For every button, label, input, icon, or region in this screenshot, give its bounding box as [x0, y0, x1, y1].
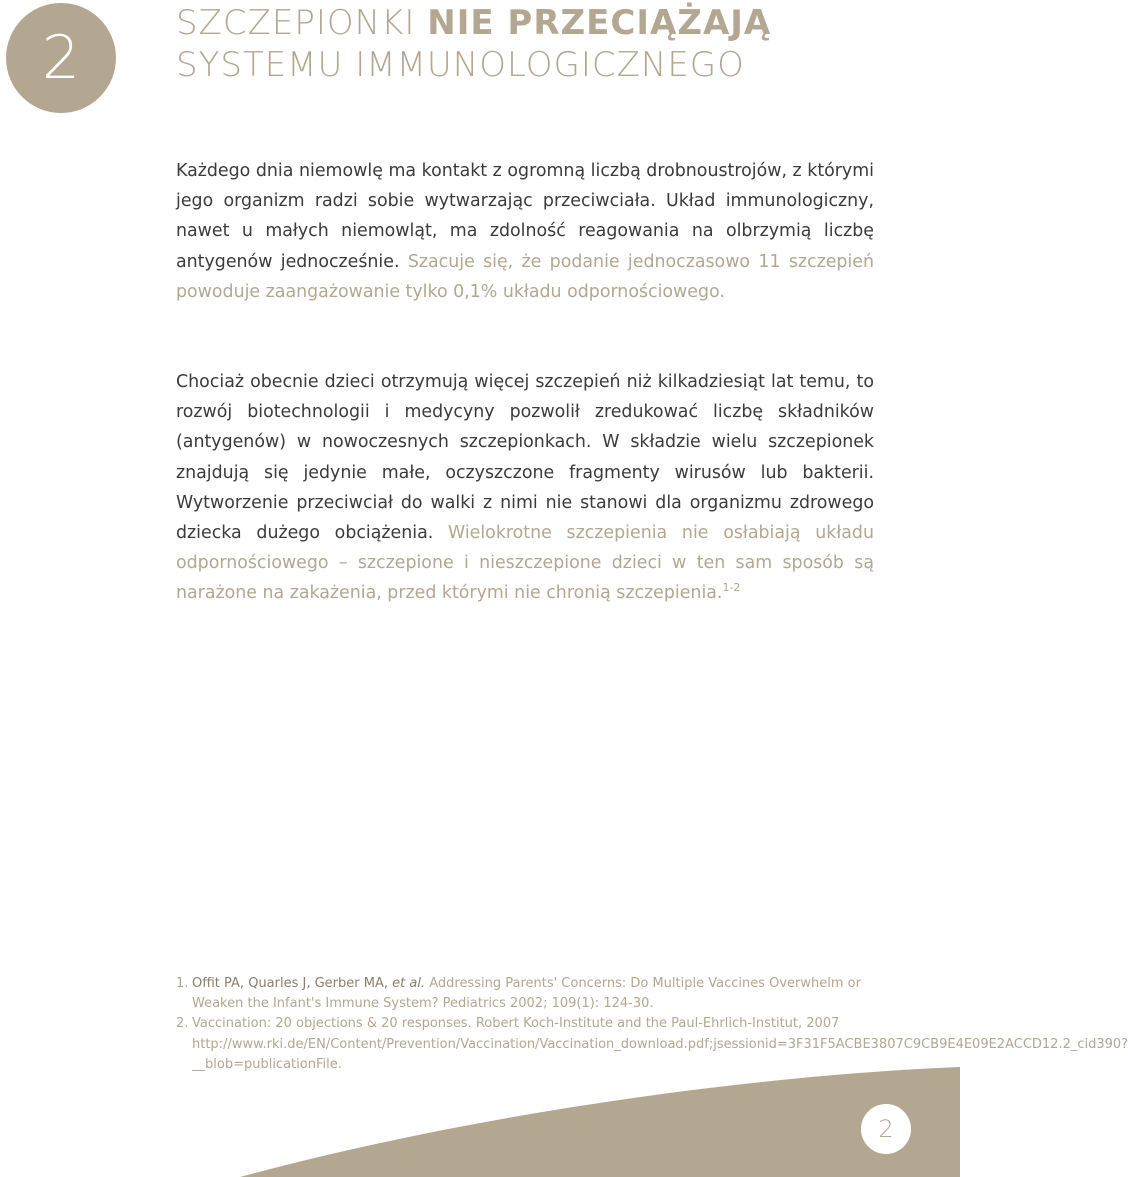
- reference-number: 1.: [176, 976, 189, 991]
- citation-superscript: 1-2: [722, 581, 741, 595]
- paragraph-2-text: Chociaż obecnie dzieci otrzymują więcej szczepień niż kilkadziesiąt lat temu, to rozwój biotechnologii i medycyny pozwolił zredukować liczbę składników (antygenów) w nowoczesnych szczepionkach. W składzie wielu szczepionek znajdują się jedynie małe, oczyszczone fragmenty wirusów lub bakterii. Wytworzenie przeciwciał do walki z nimi nie stanowi dla organizmu zdrowego dziecka dużego obciążenia.: [176, 372, 874, 544]
- paragraph-1-highlight: Szacuje się, że podanie jednoczasowo 11 szczepień powoduje zaangażowanie tylko 0,1% układu odpornościowego.: [176, 251, 874, 302]
- reference-item: [176, 974, 876, 1014]
- paragraph-2: [176, 367, 874, 609]
- page-number-badge: 2: [861, 1104, 911, 1154]
- chapter-number-badge: 2: [6, 3, 116, 113]
- title-line-2: SYSTEMU IMMUNOLOGICZNEGO: [176, 45, 745, 85]
- footer-decoration: [0, 1067, 960, 1177]
- title-bold: NIE PRZECIĄŻAJĄ: [427, 3, 772, 43]
- reference-text: Addressing Parents' Concerns: Do Multiple Vaccines Overwhelm or Weaken the Infant's Immune System? Pediatrics 2002; 109(1): 124-30.: [192, 976, 861, 1012]
- reference-etal: et al.: [392, 976, 426, 991]
- footer-swoosh: [240, 1067, 960, 1177]
- page-title: [176, 2, 936, 86]
- title-part-1: SZCZEPIONKI: [176, 3, 428, 43]
- paragraph-1-text: Każdego dnia niemowlę ma kontakt z ogromną liczbą drobnoustrojów, z którymi jego organizm radzi sobie wytwarzając przeciwciała. Układ immunologiczny, nawet u małych niemowląt, ma zdolność reagowania na olbrzymią liczbę antygenów jednocześnie.: [176, 161, 874, 272]
- paragraph-2-highlight: Wielokrotne szczepienia nie osłabiają układu odpornościowego – szczepione i nieszczepione dzieci w ten sam sposób są narażone na zakażenia, przed którymi nie chronią szczepienia.: [176, 523, 874, 604]
- paragraph-1: [176, 156, 874, 307]
- reference-authors: Offit PA, Quarles J, Gerber MA,: [192, 976, 393, 991]
- reference-item: [176, 1014, 1128, 1075]
- title-line-1: [176, 2, 936, 44]
- reference-number: 2.: [176, 1016, 189, 1032]
- reference-text: Vaccination: 20 objections & 20 responses. Robert Koch-Institute and the Paul-Ehrlich-Institut, 2007 http://www.rki.de/EN/Content/Prevention/Vaccination/Vaccination_download.pdf;jsessionid=3F31F5ACBE3807C9CB9E4E09E2ACCD12.2_cid390?__blob=publicationFile.: [192, 1016, 1128, 1072]
- references: [176, 974, 1128, 1075]
